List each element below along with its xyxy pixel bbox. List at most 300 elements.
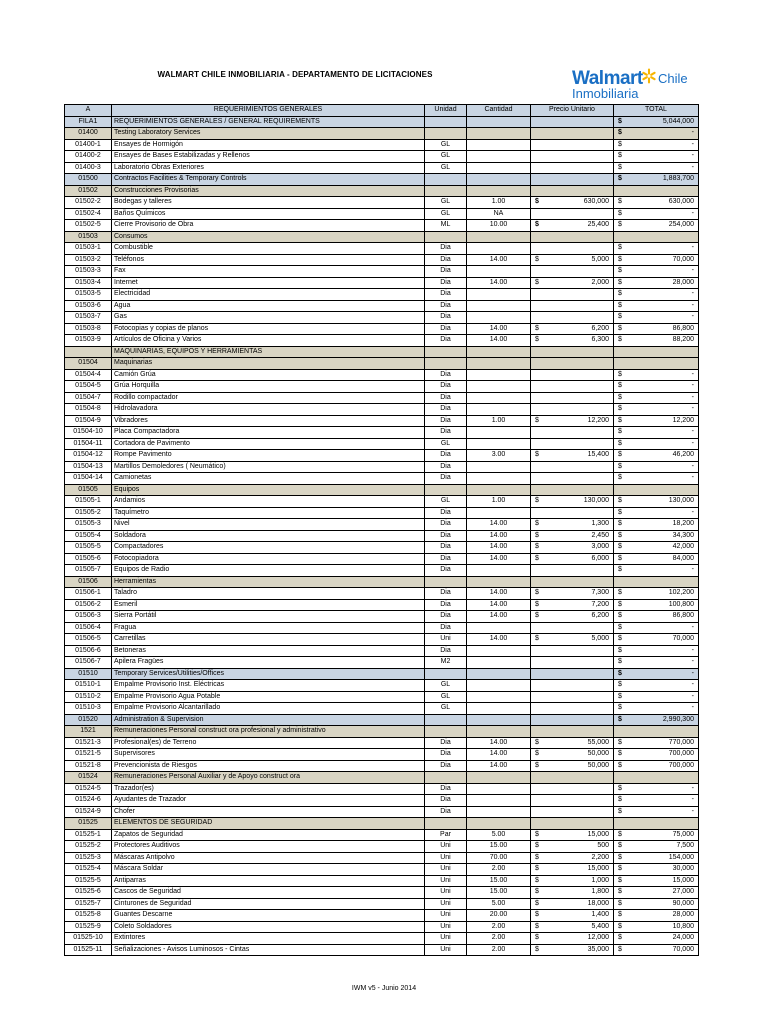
table-row bbox=[65, 553, 699, 565]
row-total-cell bbox=[614, 427, 699, 439]
row-quantity: 15.00 bbox=[467, 841, 531, 853]
row-total: - bbox=[691, 163, 694, 171]
row-total-cell bbox=[614, 151, 699, 163]
table-row bbox=[65, 864, 699, 876]
row-code: 01504-4 bbox=[65, 369, 112, 381]
row-total-cell bbox=[614, 921, 699, 933]
row-quantity bbox=[467, 346, 531, 358]
row-quantity: 1.00 bbox=[467, 197, 531, 209]
row-unit: Uni bbox=[425, 944, 467, 956]
row-description: Empalme Provisorio Agua Potable bbox=[112, 691, 425, 703]
price-currency: $ bbox=[535, 945, 539, 953]
row-total-cell bbox=[614, 703, 699, 715]
row-total-cell bbox=[614, 197, 699, 209]
row-total-cell bbox=[614, 404, 699, 416]
table-row bbox=[65, 151, 699, 163]
row-total-cell bbox=[614, 691, 699, 703]
row-quantity bbox=[467, 427, 531, 439]
row-unit: Uni bbox=[425, 841, 467, 853]
row-description: Administration & Supervision bbox=[112, 714, 425, 726]
row-unit-price-cell bbox=[531, 737, 614, 749]
row-description: Contractos Facilities & Temporary Controls bbox=[112, 174, 425, 186]
row-code: 01502 bbox=[65, 185, 112, 197]
row-description: Fotocopias y copias de planos bbox=[112, 323, 425, 335]
price-currency: $ bbox=[535, 876, 539, 884]
row-description: Cascos de Seguridad bbox=[112, 887, 425, 899]
row-total: - bbox=[691, 681, 694, 689]
row-description: Herramientas bbox=[112, 576, 425, 588]
row-description: Supervisores bbox=[112, 749, 425, 761]
row-unit-price-cell bbox=[531, 829, 614, 841]
row-description: Máscara Soldar bbox=[112, 864, 425, 876]
row-unit-price: 55,000 bbox=[587, 738, 609, 746]
row-unit-price-cell bbox=[531, 277, 614, 289]
row-unit-price-cell bbox=[531, 898, 614, 910]
total-currency: $ bbox=[618, 658, 622, 666]
row-total: - bbox=[691, 428, 694, 436]
table-row bbox=[65, 921, 699, 933]
row-total-cell bbox=[614, 530, 699, 542]
row-unit-price-cell bbox=[531, 473, 614, 485]
row-quantity: 1.00 bbox=[467, 415, 531, 427]
row-code: 01506-2 bbox=[65, 599, 112, 611]
row-unit: GL bbox=[425, 197, 467, 209]
table-row bbox=[65, 933, 699, 945]
row-unit-price-cell bbox=[531, 231, 614, 243]
row-quantity bbox=[467, 484, 531, 496]
row-unit bbox=[425, 818, 467, 830]
row-unit-price-cell bbox=[531, 438, 614, 450]
row-unit-price-cell bbox=[531, 312, 614, 324]
row-unit-price-cell bbox=[531, 760, 614, 772]
row-unit: GL bbox=[425, 691, 467, 703]
row-code: 01510-3 bbox=[65, 703, 112, 715]
table-row bbox=[65, 714, 699, 726]
row-description: Trazador(es) bbox=[112, 783, 425, 795]
row-total: 84,000 bbox=[672, 554, 694, 562]
total-currency: $ bbox=[618, 600, 622, 608]
spark-icon bbox=[641, 68, 657, 84]
row-unit-price-cell bbox=[531, 841, 614, 853]
row-unit-price: 50,000 bbox=[587, 750, 609, 758]
row-unit: Dia bbox=[425, 760, 467, 772]
row-code: 01510 bbox=[65, 668, 112, 680]
row-total: - bbox=[691, 474, 694, 482]
table-row bbox=[65, 174, 699, 186]
requirements-table bbox=[64, 104, 699, 956]
row-unit: Dia bbox=[425, 254, 467, 266]
row-description: Vibradores bbox=[112, 415, 425, 427]
row-unit: Uni bbox=[425, 875, 467, 887]
column-header-unit: Unidad bbox=[425, 105, 467, 117]
row-unit-price: 5,000 bbox=[591, 635, 609, 643]
row-unit: Dia bbox=[425, 795, 467, 807]
row-description: Remuneraciones Personal construct ora profesional y administrativo bbox=[112, 726, 425, 738]
row-unit: Par bbox=[425, 829, 467, 841]
price-currency: $ bbox=[535, 635, 539, 643]
row-unit-price-cell bbox=[531, 484, 614, 496]
total-currency: $ bbox=[618, 692, 622, 700]
total-currency: $ bbox=[618, 497, 622, 505]
logo-country: Chile bbox=[658, 71, 688, 86]
row-total-cell bbox=[614, 795, 699, 807]
row-total: - bbox=[691, 370, 694, 378]
row-unit: GL bbox=[425, 208, 467, 220]
table-row bbox=[65, 507, 699, 519]
row-description: Protectores Auditivos bbox=[112, 841, 425, 853]
price-currency: $ bbox=[535, 554, 539, 562]
row-total-cell bbox=[614, 749, 699, 761]
row-unit-price: 18,000 bbox=[587, 899, 609, 907]
row-unit: Dia bbox=[425, 806, 467, 818]
total-currency: $ bbox=[618, 807, 622, 815]
row-description: Camionetas bbox=[112, 473, 425, 485]
row-unit-price: 35,000 bbox=[587, 945, 609, 953]
row-unit-price-cell bbox=[531, 346, 614, 358]
row-description: Fragua bbox=[112, 622, 425, 634]
price-currency: $ bbox=[535, 255, 539, 263]
row-total-cell bbox=[614, 277, 699, 289]
row-total: - bbox=[691, 313, 694, 321]
row-unit-price-cell bbox=[531, 749, 614, 761]
row-unit-price-cell bbox=[531, 254, 614, 266]
row-code: 01506-1 bbox=[65, 588, 112, 600]
price-currency: $ bbox=[535, 853, 539, 861]
table-row bbox=[65, 599, 699, 611]
row-quantity bbox=[467, 185, 531, 197]
row-total: - bbox=[691, 393, 694, 401]
total-currency: $ bbox=[618, 704, 622, 712]
row-quantity bbox=[467, 300, 531, 312]
row-description: Hidrolavadora bbox=[112, 404, 425, 416]
row-quantity bbox=[467, 289, 531, 301]
row-unit: M2 bbox=[425, 657, 467, 669]
table-row bbox=[65, 760, 699, 772]
total-currency: $ bbox=[618, 313, 622, 321]
logo-wordmark: Walmart bbox=[572, 68, 643, 89]
table-row bbox=[65, 243, 699, 255]
total-currency: $ bbox=[618, 451, 622, 459]
row-code: 01505 bbox=[65, 484, 112, 496]
row-quantity bbox=[467, 714, 531, 726]
row-total: 90,000 bbox=[672, 899, 694, 907]
row-code: 01505-1 bbox=[65, 496, 112, 508]
row-total: 5,044,000 bbox=[662, 117, 694, 125]
row-quantity: 2.00 bbox=[467, 921, 531, 933]
row-code: 01506-6 bbox=[65, 645, 112, 657]
row-unit-price-cell bbox=[531, 542, 614, 554]
row-total-cell bbox=[614, 300, 699, 312]
row-unit-price-cell bbox=[531, 450, 614, 462]
row-quantity bbox=[467, 404, 531, 416]
table-row bbox=[65, 484, 699, 496]
row-total: 27,000 bbox=[672, 888, 694, 896]
row-description: Teléfonos bbox=[112, 254, 425, 266]
row-quantity: 10.00 bbox=[467, 220, 531, 232]
row-unit: Uni bbox=[425, 921, 467, 933]
row-quantity: 14.00 bbox=[467, 760, 531, 772]
row-total: 70,000 bbox=[672, 255, 694, 263]
row-total: 100,800 bbox=[668, 600, 694, 608]
row-unit-price: 6,000 bbox=[591, 554, 609, 562]
row-quantity: 1.00 bbox=[467, 496, 531, 508]
row-unit-price-cell bbox=[531, 852, 614, 864]
row-total: 15,000 bbox=[672, 876, 694, 884]
row-unit-price-cell bbox=[531, 404, 614, 416]
row-quantity: 14.00 bbox=[467, 634, 531, 646]
row-quantity: 2.00 bbox=[467, 944, 531, 956]
row-total-cell bbox=[614, 864, 699, 876]
row-total-cell bbox=[614, 185, 699, 197]
row-unit: Dia bbox=[425, 645, 467, 657]
row-total-cell bbox=[614, 841, 699, 853]
table-row bbox=[65, 162, 699, 174]
row-unit-price-cell bbox=[531, 358, 614, 370]
row-unit-price-cell bbox=[531, 174, 614, 186]
row-unit: Dia bbox=[425, 243, 467, 255]
row-description: Carretillas bbox=[112, 634, 425, 646]
total-currency: $ bbox=[618, 462, 622, 470]
row-unit-price-cell bbox=[531, 392, 614, 404]
row-total: 70,000 bbox=[672, 635, 694, 643]
row-code: 01524-6 bbox=[65, 795, 112, 807]
row-code: 01503-7 bbox=[65, 312, 112, 324]
total-currency: $ bbox=[618, 669, 622, 677]
table-row bbox=[65, 749, 699, 761]
row-code: 1521 bbox=[65, 726, 112, 738]
row-total-cell bbox=[614, 875, 699, 887]
row-unit-price-cell bbox=[531, 680, 614, 692]
row-code: 01504-8 bbox=[65, 404, 112, 416]
row-unit-price: 2,450 bbox=[591, 531, 609, 539]
row-quantity bbox=[467, 680, 531, 692]
row-unit-price-cell bbox=[531, 668, 614, 680]
table-row bbox=[65, 461, 699, 473]
row-description: Fax bbox=[112, 266, 425, 278]
row-unit: GL bbox=[425, 680, 467, 692]
row-unit bbox=[425, 185, 467, 197]
row-code: 01400 bbox=[65, 128, 112, 140]
row-unit: Dia bbox=[425, 335, 467, 347]
price-currency: $ bbox=[535, 612, 539, 620]
row-unit-price-cell bbox=[531, 185, 614, 197]
table-row bbox=[65, 208, 699, 220]
price-currency: $ bbox=[535, 922, 539, 930]
total-currency: $ bbox=[618, 152, 622, 160]
table-row bbox=[65, 369, 699, 381]
row-quantity bbox=[467, 783, 531, 795]
row-description: Taquímetro bbox=[112, 507, 425, 519]
row-code: 01504-9 bbox=[65, 415, 112, 427]
row-total-cell bbox=[614, 783, 699, 795]
row-unit-price: 12,000 bbox=[587, 934, 609, 942]
row-total: 18,200 bbox=[672, 520, 694, 528]
table-row bbox=[65, 852, 699, 864]
total-currency: $ bbox=[618, 681, 622, 689]
row-total-cell bbox=[614, 266, 699, 278]
table-row bbox=[65, 875, 699, 887]
row-description: Cierre Provisorio de Obra bbox=[112, 220, 425, 232]
total-currency: $ bbox=[618, 715, 622, 723]
table-row bbox=[65, 530, 699, 542]
row-unit: Dia bbox=[425, 277, 467, 289]
row-description: Empalme Provisorio Alcantarillado bbox=[112, 703, 425, 715]
row-quantity bbox=[467, 622, 531, 634]
row-total: - bbox=[691, 704, 694, 712]
row-quantity bbox=[467, 151, 531, 163]
row-unit: Uni bbox=[425, 634, 467, 646]
row-code: 01503-9 bbox=[65, 335, 112, 347]
row-code: 01400-3 bbox=[65, 162, 112, 174]
total-currency: $ bbox=[618, 117, 622, 125]
row-unit-price: 1,800 bbox=[591, 888, 609, 896]
table-row bbox=[65, 818, 699, 830]
row-code: 01525-10 bbox=[65, 933, 112, 945]
row-unit-price-cell bbox=[531, 208, 614, 220]
row-description: Combustible bbox=[112, 243, 425, 255]
table-row bbox=[65, 415, 699, 427]
row-quantity bbox=[467, 668, 531, 680]
row-unit: Dia bbox=[425, 415, 467, 427]
row-total-cell bbox=[614, 174, 699, 186]
row-code: 01521-8 bbox=[65, 760, 112, 772]
row-total-cell bbox=[614, 852, 699, 864]
row-description: Taladro bbox=[112, 588, 425, 600]
row-unit: Dia bbox=[425, 749, 467, 761]
total-currency: $ bbox=[618, 945, 622, 953]
row-unit-price: 7,200 bbox=[591, 600, 609, 608]
row-code: 01500 bbox=[65, 174, 112, 186]
row-total-cell bbox=[614, 553, 699, 565]
row-total: 254,000 bbox=[668, 221, 694, 229]
row-unit-price-cell bbox=[531, 220, 614, 232]
row-total-cell bbox=[614, 565, 699, 577]
row-description: Bodegas y talleres bbox=[112, 197, 425, 209]
table-row bbox=[65, 450, 699, 462]
total-currency: $ bbox=[618, 290, 622, 298]
row-quantity bbox=[467, 565, 531, 577]
row-quantity: 20.00 bbox=[467, 910, 531, 922]
row-total-cell bbox=[614, 668, 699, 680]
row-code: 01521-3 bbox=[65, 737, 112, 749]
table-row bbox=[65, 887, 699, 899]
row-total-cell bbox=[614, 507, 699, 519]
row-unit-price: 5,400 bbox=[591, 922, 609, 930]
row-total-cell bbox=[614, 726, 699, 738]
row-description: Soldadora bbox=[112, 530, 425, 542]
total-currency: $ bbox=[618, 370, 622, 378]
row-total: 75,000 bbox=[672, 830, 694, 838]
row-unit: Dia bbox=[425, 323, 467, 335]
row-code: 01503-2 bbox=[65, 254, 112, 266]
row-unit-price-cell bbox=[531, 530, 614, 542]
row-unit-price-cell bbox=[531, 507, 614, 519]
row-total-cell bbox=[614, 243, 699, 255]
total-currency: $ bbox=[618, 911, 622, 919]
row-unit-price-cell bbox=[531, 116, 614, 128]
row-total-cell bbox=[614, 139, 699, 151]
row-code: 01503-1 bbox=[65, 243, 112, 255]
row-unit bbox=[425, 714, 467, 726]
table-row bbox=[65, 772, 699, 784]
row-unit-price: 1,000 bbox=[591, 876, 609, 884]
row-description: Empalme Provisorio Inst. Eléctricas bbox=[112, 680, 425, 692]
row-description: ELEMENTOS DE SEGURIDAD bbox=[112, 818, 425, 830]
row-quantity: 14.00 bbox=[467, 588, 531, 600]
total-currency: $ bbox=[618, 899, 622, 907]
table-row bbox=[65, 680, 699, 692]
row-total-cell bbox=[614, 450, 699, 462]
total-currency: $ bbox=[618, 934, 622, 942]
total-currency: $ bbox=[618, 474, 622, 482]
row-unit-price-cell bbox=[531, 806, 614, 818]
row-total: - bbox=[691, 669, 694, 677]
row-code: 01525-3 bbox=[65, 852, 112, 864]
row-unit: Dia bbox=[425, 381, 467, 393]
row-code: 01502-2 bbox=[65, 197, 112, 209]
row-quantity bbox=[467, 128, 531, 140]
row-unit-price-cell bbox=[531, 795, 614, 807]
table-row bbox=[65, 668, 699, 680]
table-row bbox=[65, 634, 699, 646]
row-quantity bbox=[467, 772, 531, 784]
row-quantity bbox=[467, 806, 531, 818]
row-description: Zapatos de Seguridad bbox=[112, 829, 425, 841]
row-unit-price-cell bbox=[531, 875, 614, 887]
price-currency: $ bbox=[535, 531, 539, 539]
table-row bbox=[65, 289, 699, 301]
total-currency: $ bbox=[618, 175, 622, 183]
row-total-cell bbox=[614, 461, 699, 473]
total-currency: $ bbox=[618, 612, 622, 620]
column-header-code: A bbox=[65, 105, 112, 117]
row-unit-price-cell bbox=[531, 772, 614, 784]
row-unit-price-cell bbox=[531, 496, 614, 508]
row-unit: Uni bbox=[425, 887, 467, 899]
total-currency: $ bbox=[618, 198, 622, 206]
row-code: 01505-6 bbox=[65, 553, 112, 565]
row-code: 01505-2 bbox=[65, 507, 112, 519]
row-code: 01504-10 bbox=[65, 427, 112, 439]
table-row bbox=[65, 806, 699, 818]
row-unit: Uni bbox=[425, 852, 467, 864]
row-total: - bbox=[691, 784, 694, 792]
table-row bbox=[65, 944, 699, 956]
row-unit-price: 130,000 bbox=[583, 497, 609, 505]
row-code: FILA1 bbox=[65, 116, 112, 128]
table-row bbox=[65, 645, 699, 657]
row-unit bbox=[425, 128, 467, 140]
row-total: 28,000 bbox=[672, 911, 694, 919]
table-row bbox=[65, 622, 699, 634]
row-total-cell bbox=[614, 162, 699, 174]
row-total-cell bbox=[614, 714, 699, 726]
total-currency: $ bbox=[618, 129, 622, 137]
row-unit-price: 3,000 bbox=[591, 543, 609, 551]
total-currency: $ bbox=[618, 865, 622, 873]
table-row bbox=[65, 565, 699, 577]
row-unit: Dia bbox=[425, 404, 467, 416]
row-quantity: 14.00 bbox=[467, 277, 531, 289]
row-total-cell bbox=[614, 760, 699, 772]
row-quantity bbox=[467, 116, 531, 128]
row-unit: Dia bbox=[425, 392, 467, 404]
total-currency: $ bbox=[618, 324, 622, 332]
row-code: 01525-5 bbox=[65, 875, 112, 887]
row-description: Internet bbox=[112, 277, 425, 289]
row-total: - bbox=[691, 405, 694, 413]
price-currency: $ bbox=[535, 497, 539, 505]
